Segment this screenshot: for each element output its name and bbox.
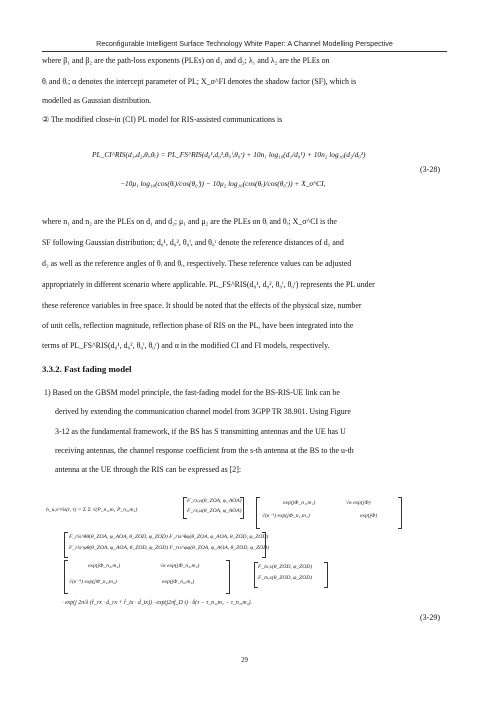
bracket xyxy=(240,497,244,519)
eq29-row2-a: F_ris^θθ(θ_ZOA, φ_AOA, θ_ZOD, φ_ZOD) F_ris^θφ(θ_ZOA, φ_AOA, θ_ZOD, φ_ZOD) xyxy=(69,534,269,540)
eq29-tail: · exp(j 2π/λ (r̂_rx · d_rx + r̂_tx · d_tx)) · exp(j2πf_D t) · δ(τ − τ_n₁,m₁ − τ_n₂,m₂). xyxy=(62,600,253,606)
text-line-11: terms of PL_FS^RIS(d₀¹, d₀², θ₀ⁱ, θ₀ʳ) and α in the modified CI and FI models, respectively. xyxy=(42,341,330,350)
item-line-5: antenna at the UE through the RIS can be expressed as [2]: xyxy=(55,465,242,474)
eq29-row3a-2: √κ exp(jΦ_n₂,m₂) xyxy=(160,563,200,569)
text-line-4: ② The modified close-in (CI) PL model for RIS-assisted communications is xyxy=(42,115,283,124)
bracket xyxy=(398,497,402,529)
section-heading: 3.3.2. Fast fading model xyxy=(42,364,132,374)
bracket xyxy=(64,532,68,558)
eq29-m1-a: F_rx,u(θ_ZOA, φ_AOA) xyxy=(187,498,242,504)
text-line-3: modelled as Gaussian distribution. xyxy=(42,96,152,105)
text-line-1: where β₁ and β₂ are the path-loss exponents (PLEs) on d₁ and d₂; λ₁ and λ₂ are the PLEs on xyxy=(42,56,330,65)
eq29-row3b-2: exp(jΦ_n₂,m₂) xyxy=(162,579,195,585)
eq29-row3a-1: exp(jΦ_n₂,m₂) xyxy=(88,563,121,569)
eq29-row3c-1: F_tx,s(θ_ZOD, φ_ZOD) xyxy=(258,564,313,570)
text-line-6: SF following Gaussian distribution; d₀¹, d₀², θ₀ⁱ, and θ₀ʳ denote the reference distances of d₁ and xyxy=(42,238,344,247)
eq29-m2-b: √(κ⁻¹) exp(jΦ_n₁,m₁) xyxy=(262,513,310,519)
eq29-row2-b: F_ris^φθ(θ_ZOA, φ_AOA, θ_ZOD, φ_ZOD) F_ris^φφ(θ_ZOA, φ_AOA, θ_ZOD, φ_ZOD) xyxy=(69,545,270,551)
text-line-7: d₂ as well as the reference angles of θᵢ and θᵣ, respectively. These reference values can be adjusted xyxy=(42,259,352,268)
item-line-4: receiving antennas, the channel response coefficient from the s-th antenna at the BS to the u-th xyxy=(55,446,354,455)
item-line-1: 1) Based on the GBSM model principle, the fast-fading model for the BS-RIS-UE link can be xyxy=(44,388,340,397)
text-line-8: appropriately in different scenario where applicable. PL_FS^RIS(d₀¹, d₀², θ₀ⁱ, θ₀ʳ) represents the PL under xyxy=(42,280,375,289)
header-rule xyxy=(42,51,447,52)
text-line-9: these reference variables in free space. It should be noted that the effects of the physical size, number xyxy=(42,301,362,310)
item-line-2: derived by extending the communication channel model from 3GPP TR 38.901. Using Figure xyxy=(55,407,351,416)
equation-3-28-line1: PL_CI^RIS(d₁,d₂,θᵢ,θᵣ) = PL_FS^RIS(d₀¹,d₀²,θ₀ⁱ,θ₀ʳ) + 10n₁ log₁₀(d₁/d₀¹) + 10n₂ log₁₀(d₂/d₀²) xyxy=(92,150,366,159)
bracket xyxy=(324,562,328,588)
bracket xyxy=(64,560,68,594)
bracket xyxy=(256,497,260,529)
eq29-row3b-1: √(κ⁻¹) exp(jΦ_n₂,m₂) xyxy=(69,579,117,585)
eq29-lhs: h_u,s^ris(t, τ) = Σ Σ √(P_n₁,m₁ P_n₂,m₂) xyxy=(46,507,138,513)
bracket xyxy=(226,560,230,594)
eq29-row3c-2: F_tx,s(θ_ZOD, φ_ZOD) xyxy=(258,575,313,581)
text-line-10: of unit cells, reflection magnitude, reflection phase of RIS on the PL, have been integrated into the xyxy=(42,321,354,330)
eq29-m1-b: F_rx,u(θ_ZOA, φ_AOA) xyxy=(187,508,242,514)
eq29-m2-a: exp(jΦ_n₁,m₁) xyxy=(283,500,316,506)
page-number: 29 xyxy=(241,657,248,664)
equation-number-3-28: (3-28) xyxy=(420,165,440,174)
running-header: Reconfigurable Intelligent Surface Technology White Paper: A Channel Modelling Perspective xyxy=(96,39,393,48)
item-line-3: 3-12 as the fundamental framework, if the BS has S transmitting antennas and the UE has U xyxy=(55,427,346,436)
text-line-5: where n₁ and n₂ are the PLEs on d₁ and d₂; μ₁ and μ₂ are the PLEs on θᵢ and θᵣ; X_σ^CI is the xyxy=(42,217,337,226)
bracket xyxy=(262,532,266,558)
text-line-2: θᵢ and θᵣ; α denotes the intercept parameter of PL; X_σ^FI denotes the shadow factor (SF), which is xyxy=(42,77,357,86)
eq29-m3-b: exp(jΦ) xyxy=(360,513,378,519)
equation-number-3-29: (3-29) xyxy=(420,613,440,622)
equation-3-28-line2: −10μ₁ log₁₀(cos(θᵢ)/cos(θ₀ⁱ)) − 10μ₂ log₁₀(cos(θᵣ)/cos(θ₀ʳ)) + X_σ^CI, xyxy=(120,179,326,188)
eq29-m3-a: √κ exp(jΦ) xyxy=(346,500,371,506)
